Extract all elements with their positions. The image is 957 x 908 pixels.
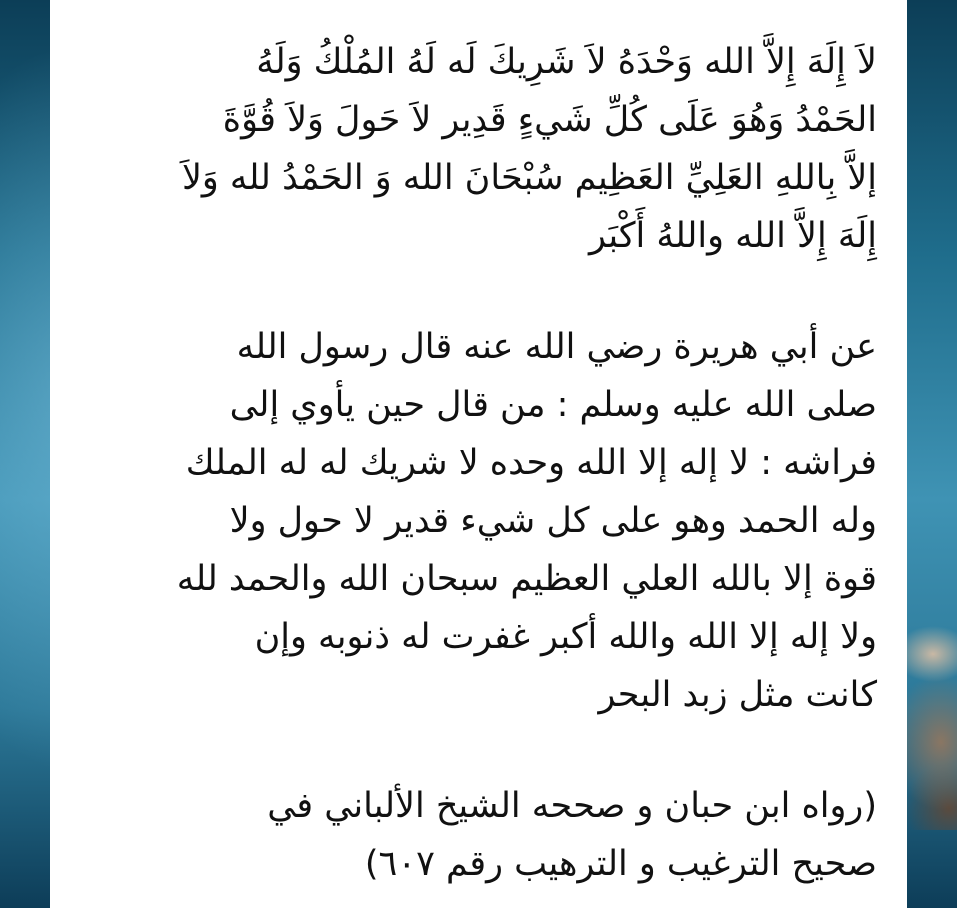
hadith-line: كانت مثل زبد البحر xyxy=(598,675,877,715)
hadith-line: قوة إلا بالله العلي العظيم سبحان الله والحمد لله xyxy=(176,559,877,599)
text-panel xyxy=(50,0,907,908)
hadith-line: وله الحمد وهو على كل شيء قدير لا حول ولا xyxy=(229,501,877,541)
hadith-line: صلى الله عليه وسلم : من قال حين يأوي إلى xyxy=(229,385,877,425)
hadith-line: ولا إله إلا الله والله أكبر غفرت له ذنوبه وإن xyxy=(254,617,877,657)
hadith-line: فراشه : لا إله إلا الله وحده لا شريك له له الملك xyxy=(185,443,877,483)
dhikr-line: إِلَهَ إِلاَّ الله واللهُ أَكْبَر xyxy=(589,216,877,256)
dhikr-paragraph xyxy=(82,33,877,265)
hadith-paragraph xyxy=(82,318,877,724)
source-line: (رواه ابن حبان و صححه الشيخ الألباني في xyxy=(267,786,877,826)
dhikr-line: لاَ إِلَهَ إِلاَّ الله وَحْدَهُ لاَ شَرِيكَ لَه لَهُ المُلْكُ وَلَهُ xyxy=(256,42,877,82)
source-citation xyxy=(82,777,877,893)
hadith-line: عن أبي هريرة رضي الله عنه قال رسول الله xyxy=(236,327,877,367)
dhikr-line: إلاَّ بِاللهِ العَلِيِّ العَظِيم سُبْحَانَ الله وَ الحَمْدُ لله وَلاَ xyxy=(181,158,877,198)
source-line: صحيح الترغيب و الترهيب رقم ٦٠٧) xyxy=(364,844,877,884)
dhikr-line: الحَمْدُ وَهُوَ عَلَى كُلِّ شَيءٍ قَدِير لاَ حَولَ وَلاَ قُوَّةَ xyxy=(222,100,877,140)
